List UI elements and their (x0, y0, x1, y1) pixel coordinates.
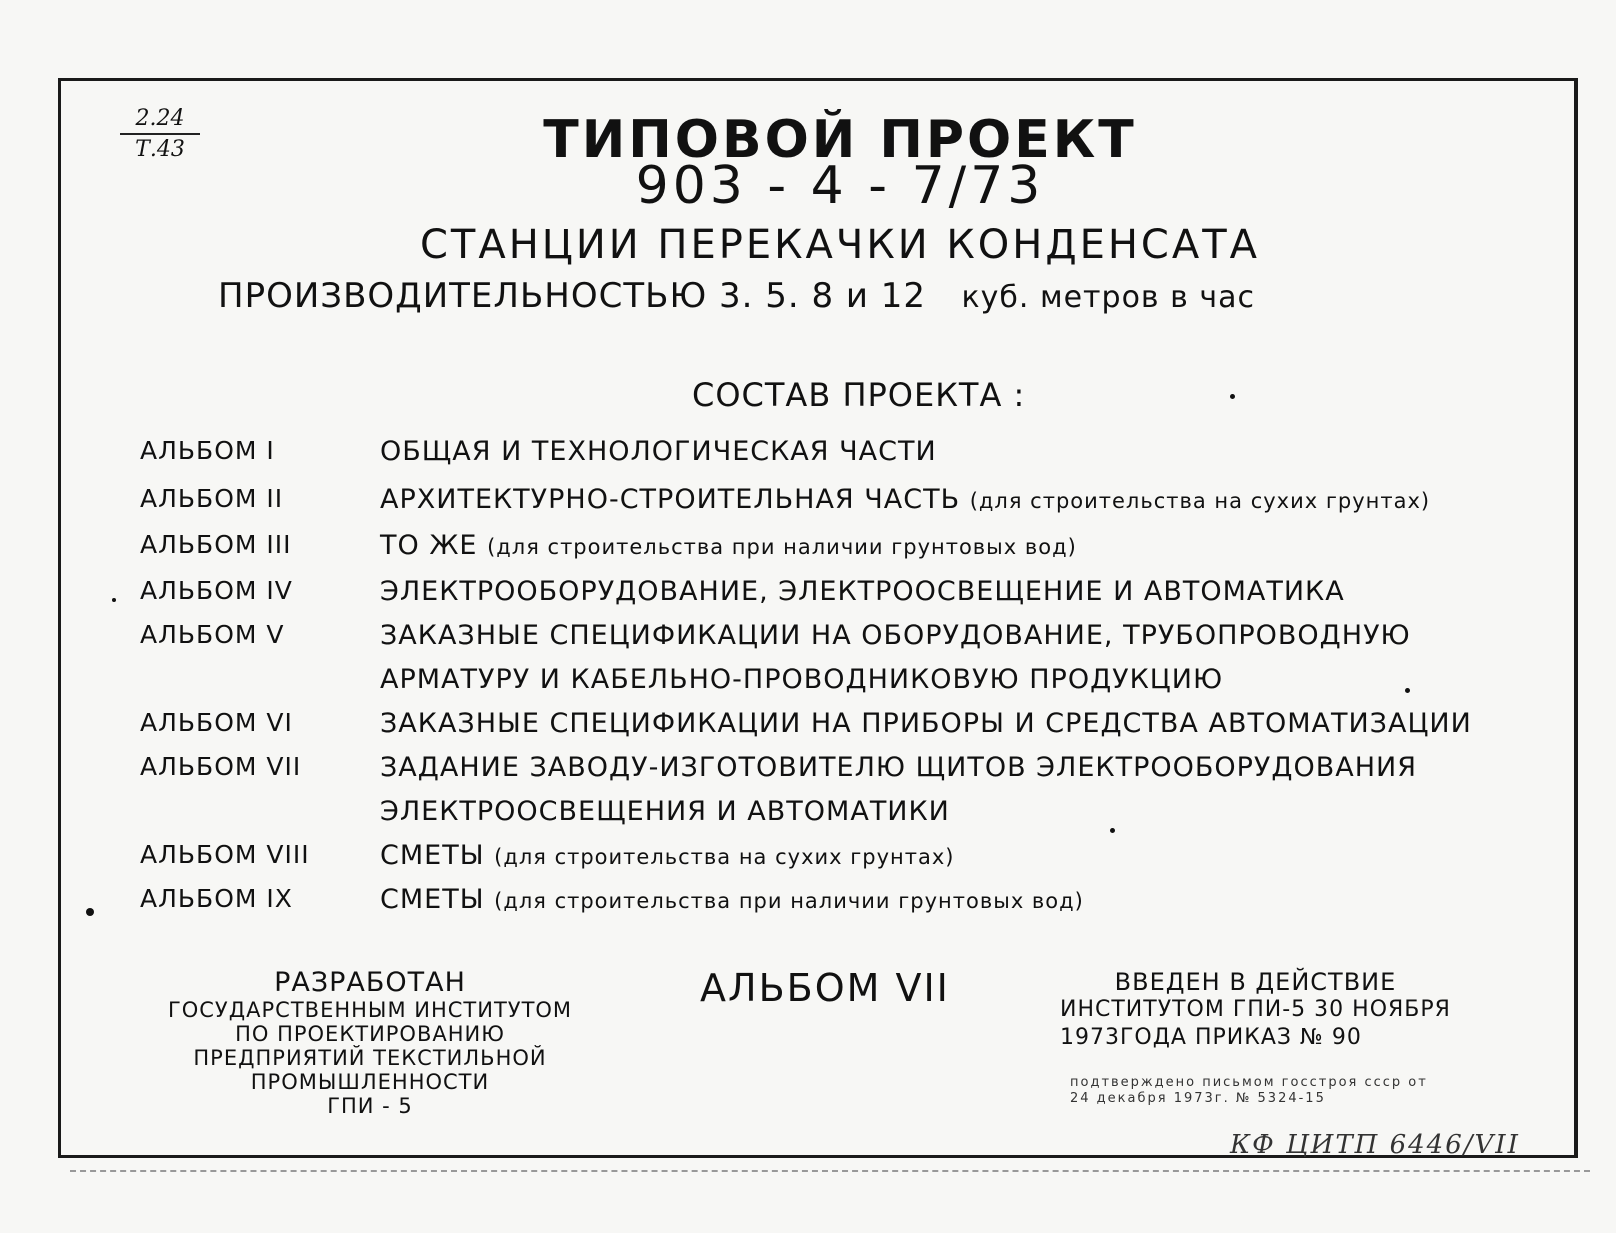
capacity-units: куб. метров в час (961, 280, 1255, 315)
developer-line: ГПИ - 5 (327, 1094, 413, 1118)
album-description-main: АРМАТУРУ И КАБЕЛЬНО-ПРОВОДНИКОВУЮ ПРОДУКЦИЮ (380, 664, 1224, 695)
album-description-main: СМЕТЫ (380, 884, 485, 915)
introduction-line: 1973ГОДА ПРИКАЗ № 90 (1060, 1025, 1362, 1050)
album-label: АЛЬБОМ III (140, 530, 292, 559)
project-number: 903 - 4 - 7/73 (635, 156, 1045, 216)
album-row (0, 840, 1616, 884)
album-description-main: ЭЛЕКТРООСВЕЩЕНИЯ И АВТОМАТИКИ (380, 796, 950, 827)
album-label: АЛЬБОМ II (140, 484, 284, 513)
album-description (380, 796, 950, 827)
developer-block (140, 968, 600, 1118)
album-row (0, 620, 1616, 664)
doc-title: ТИПОВОЙ ПРОЕКТ (543, 110, 1137, 170)
album-description (380, 884, 1084, 915)
album-note: (для строительства на сухих грунтах) (969, 489, 1431, 513)
album-label: АЛЬБОМ V (140, 620, 285, 649)
corner-reference-top: 2.24 (120, 106, 200, 135)
album-description (380, 530, 1077, 561)
album-row (0, 752, 1616, 796)
capacity-text: ПРОИЗВОДИТЕЛЬНОСТЬЮ 3. 5. 8 и 12 (218, 276, 927, 316)
album-description (380, 708, 1472, 739)
album-description-main: ЗАКАЗНЫЕ СПЕЦИФИКАЦИИ НА ОБОРУДОВАНИЕ, ТРУБОПРОВОДНУЮ (380, 620, 1411, 651)
introduction-heading: ВВЕДЕН В ДЕЙСТВИЕ (1114, 968, 1397, 996)
developer-heading: РАЗРАБОТАН (274, 967, 466, 998)
album-row (0, 436, 1616, 480)
current-album: АЛЬБОМ VII (700, 966, 950, 1010)
approval-line: подтверждено письмом госстроя ссср от (1070, 1075, 1428, 1090)
contents-heading: СОСТАВ ПРОЕКТА : (692, 376, 1026, 414)
album-row (0, 576, 1616, 620)
ink-speck (1230, 394, 1235, 399)
album-row (0, 664, 1616, 708)
album-description (380, 752, 1417, 783)
ink-speck (86, 908, 94, 916)
developer-line: ГОСУДАРСТВЕННЫМ ИНСТИТУТОМ (167, 998, 573, 1022)
album-description (380, 484, 1430, 515)
album-label: АЛЬБОМ VI (140, 708, 293, 737)
introduction-line: ИНСТИТУТОМ ГПИ-5 30 НОЯБРЯ (1060, 997, 1451, 1022)
album-row (0, 884, 1616, 928)
album-label: АЛЬБОМ I (140, 436, 275, 465)
album-row (0, 484, 1616, 528)
album-description-main: АРХИТЕКТУРНО-СТРОИТЕЛЬНАЯ ЧАСТЬ (380, 484, 961, 515)
album-row (0, 708, 1616, 752)
album-description-main: СМЕТЫ (380, 840, 485, 871)
album-label: АЛЬБОМ VII (140, 752, 302, 781)
ink-speck (1405, 688, 1410, 693)
album-note: (для строительства при наличии грунтовых вод) (494, 889, 1084, 913)
album-description (380, 840, 955, 871)
album-description-main: ЭЛЕКТРООБОРУДОВАНИЕ, ЭЛЕКТРООСВЕЩЕНИЕ И АВТОМАТИКА (380, 576, 1345, 607)
album-label: АЛЬБОМ IV (140, 576, 293, 605)
album-label: АЛЬБОМ VIII (140, 840, 310, 869)
approval-note (1070, 1075, 1428, 1107)
archive-code: КФ ЦИТП 6446/VII (1230, 1130, 1520, 1160)
album-description-main: ТО ЖЕ (380, 530, 478, 561)
album-row (0, 530, 1616, 574)
album-description-main: ЗАДАНИЕ ЗАВОДУ-ИЗГОТОВИТЕЛЮ ЩИТОВ ЭЛЕКТРООБОРУДОВАНИЯ (380, 752, 1417, 783)
album-label: АЛЬБОМ IX (140, 884, 293, 913)
album-description-main: ЗАКАЗНЫЕ СПЕЦИФИКАЦИИ НА ПРИБОРЫ И СРЕДСТВА АВТОМАТИЗАЦИИ (380, 708, 1472, 739)
album-description (380, 436, 937, 467)
album-description (380, 664, 1223, 695)
developer-line: ПРОМЫШЛЕННОСТИ (250, 1070, 490, 1094)
album-description (380, 620, 1411, 651)
bottom-dashed-line (70, 1170, 1590, 1172)
album-row (0, 796, 1616, 840)
album-description-main: ОБЩАЯ И ТЕХНОЛОГИЧЕСКАЯ ЧАСТИ (380, 436, 937, 467)
corner-reference-bottom: Т.43 (135, 137, 185, 162)
album-note: (для строительства на сухих грунтах) (494, 845, 955, 869)
developer-line: ПРЕДПРИЯТИЙ ТЕКСТИЛЬНОЙ (193, 1046, 547, 1070)
album-description (380, 576, 1345, 607)
approval-line: 24 декабря 1973г. № 5324-15 (1070, 1091, 1326, 1106)
developer-line: ПО ПРОЕКТИРОВАНИЮ (235, 1022, 505, 1046)
album-note: (для строительства при наличии грунтовых вод) (487, 535, 1077, 559)
ink-speck (1110, 828, 1115, 833)
ink-speck (112, 598, 116, 602)
capacity-line (218, 276, 1255, 316)
project-subject: СТАНЦИИ ПЕРЕКАЧКИ КОНДЕНСАТА (419, 222, 1261, 268)
introduction-block (1060, 968, 1451, 1052)
